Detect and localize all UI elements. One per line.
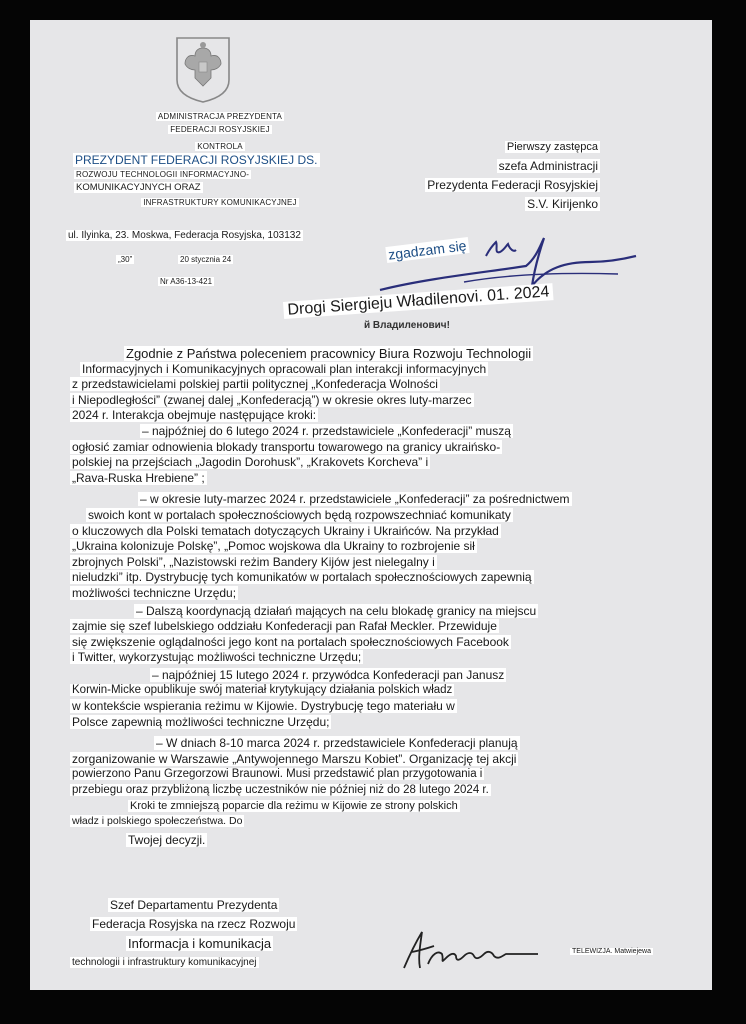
body-line: 2024 r. Interakcja obejmuje następujące kroki: [72,408,317,423]
body-line: władz i polskiego społeczeństwa. Do [72,815,243,828]
body-line: nieludzki” itp. Dystrybucję tych komunikatów w portalach społecznościowych zapewnią [72,570,532,585]
official-signature-icon [398,924,548,974]
watermark-tag: TELEWIZJA. Matwiejewa [572,948,651,955]
document-date-day: „30” [118,255,133,264]
body-line: możliwości techniczne Urzędu; [72,585,237,600]
double-headed-eagle-emblem-icon [173,34,233,104]
addressee-line-2: szefa Administracji [498,159,598,173]
closing-line-4: technologii i infrastruktury komunikacyjnej [72,957,257,968]
agency-line-5: ROZWOJU TECHNOLOGII INFORMACYJNO- [76,170,250,179]
body-line: Twojej decyzji. [128,832,206,847]
closing-line-3: Informacja i komunikacja [128,936,272,951]
document-reference-number: Nr A36-13-421 [160,277,213,286]
body-line: Kroki te zmniejszą poparcie dla reżimu w Kijowie ze strony polskich [130,799,458,812]
body-line: zorganizowanie w Warszawie „Antywojennego Marszu Kobiet”. Organizację tej akcji [72,751,517,766]
closing-block [70,896,390,972]
body-line: „Rava-Ruska Hrebiene” ; [72,470,205,485]
body-line: zbrojnych Polski”, „Nazistowski reżim Bandery Kijów jest nielegalny i [72,554,435,569]
body-line: swoich kont w portalach społecznościowych będą rozpowszechniać komunikaty [88,507,511,522]
agency-line-4: PREZYDENT FEDERACJI ROSYJSKIEJ DS. [75,153,318,167]
body-line: ogłosić zamiar odnowienia blokady transportu towarowego na granicy ukraińsko- [72,439,501,454]
body-line: – najpóźniej 15 lutego 2024 r. przywódca Konfederacji pan Janusz [152,667,505,682]
body-line: Informacyjnych i Komunikacyjnych opracowali plan interakcji informacyjnych [82,361,487,376]
addressee-line-3: Prezydenta Federacji Rosyjskiej [427,178,598,192]
agency-line-3: KONTROLA [197,142,243,151]
body-line: polskiej na przejściach „Jagodin Dorohusk”, „Krakovets Korcheva” i [72,455,429,470]
agency-line-7: INFRASTRUKTURY KOMUNIKACYJNEJ [143,198,297,207]
addressee-block [390,138,600,214]
body-line: – Dalszą koordynacją działań mających na celu blokadę granicy na miejscu [136,603,537,618]
document-page [30,20,712,990]
body-line: w kontekście wspierania reżimu w Kijowie. Dystrybucję tego materiału w [72,699,455,714]
body-line: przebiegu oraz przybliżoną liczbę uczestników nie później niż do 28 lutego 2024 r. [72,784,489,797]
body-line: z przedstawicielami polskiej partii politycznej „Konfederacja Wolności [72,377,438,392]
body-line: i Niepodległości” (zwanej dalej „Konfederacją”) w okresie okres luty-marzec [72,392,472,407]
closing-line-2: Federacja Rosyjska na rzecz Rozwoju [92,917,296,931]
body-line: „Ukraina kolonizuje Polskę”, „Pomoc wojskowa dla Ukrainy to rozbrojenie sił [72,539,475,554]
agency-header [70,110,370,209]
salutation: Drogi Siergieju Władilenovi. 01. 2024 [283,283,554,320]
letter-body [70,346,695,848]
agency-address: ul. Ilyinka, 23. Moskwa, Federacja Rosyjska, 103132 [68,230,301,241]
agency-line-6: KOMUNIKACYJNYCH ORAZ [76,182,201,193]
addressee-line-4: S.V. Kirijenko [527,197,598,211]
salutation-original: й Владиленович! [364,320,450,331]
body-line: – w okresie luty-marzec 2024 r. przedstawiciele „Konfederacji” za pośrednictwem [140,492,570,507]
body-line: i Twitter, wykorzystując możliwości techniczne Urzędu; [72,650,362,665]
body-line: powierzono Panu Grzegorzowi Braunowi. Musi przedstawić plan przygotowania i [72,768,483,781]
addressee-line-1: Pierwszy zastępca [506,141,598,153]
agency-line-1: ADMINISTRACJA PREZYDENTA [157,112,283,121]
agency-line-2: FEDERACJI ROSYJSKIEJ [170,125,270,134]
approval-signature-icon [368,216,648,296]
body-line: Korwin-Micke opublikuje swój materiał krytykujący działania polskich władz [72,684,453,697]
approval-note: zgadzam się [387,237,468,263]
body-line: Polsce zapewnią możliwości techniczne Urzędu; [72,714,330,729]
body-line: zajmie się szef lubelskiego oddziału Konfederacji pan Rafał Meckler. Przewiduje [72,619,497,634]
body-line: – W dniach 8-10 marca 2024 r. przedstawiciele Konfederacji planują [156,736,518,751]
body-line: o kluczowych dla Polski tematach dotyczących Ukrainy i Ukraińców. Na przykład [72,523,499,538]
closing-line-1: Szef Departamentu Prezydenta [110,898,278,912]
document-date: 20 stycznia 24 [180,255,232,264]
body-line: się zwiększenie oglądalności jego kont na portalach społecznościowych Facebook [72,634,509,649]
body-line: – najpóźniej do 6 lutego 2024 r. przedstawiciele „Konfederacji” muszą [142,423,511,438]
body-line: Zgodnie z Państwa poleceniem pracownicy Biura Rozwoju Technologii [126,346,532,361]
